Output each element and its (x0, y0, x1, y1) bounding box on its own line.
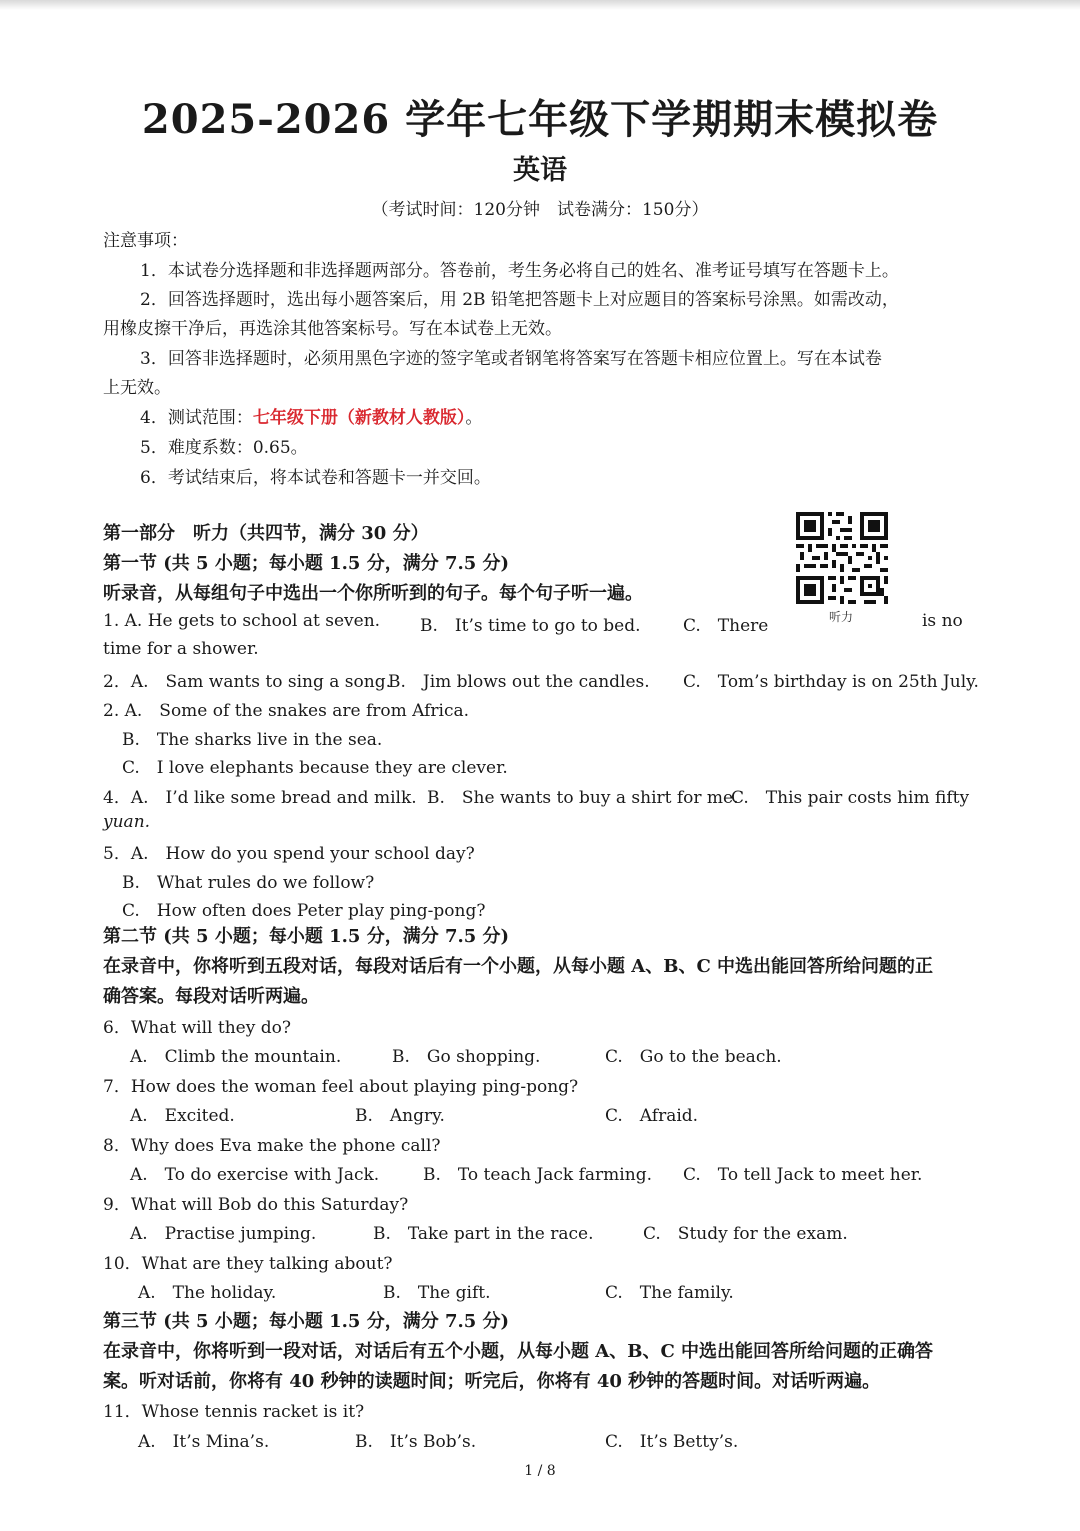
q6-question: 6．What will they do? (103, 1018, 291, 1038)
section2-heading: 第二节 (共 5 小题；每小题 1.5 分，满分 7.5 分) (103, 926, 510, 947)
q7-option-b: B. Angry. (355, 1106, 445, 1126)
q4-option-c: C. This pair costs him fifty (731, 788, 970, 808)
q5-option-c: C. How often does Peter play ping-pong? (122, 901, 486, 921)
q1-option-c: C. There (683, 616, 769, 636)
q9-option-c: C. Study for the exam. (643, 1224, 848, 1244)
top-edge (0, 0, 1080, 10)
q3-option-a: 2. A. Some of the snakes are from Africa. (103, 701, 470, 721)
note-3-line-2: 上无效。 (103, 378, 171, 398)
note-1: 1．本试卷分选择题和非选择题两部分。答卷前，考生务必将自己的姓名、准考证号填写在答题卡上。 (140, 261, 899, 281)
q10-option-c: C. The family. (605, 1283, 734, 1303)
q2-option-c: C. Tom’s birthday is on 25th July. (683, 672, 979, 692)
qr-code-icon[interactable] (796, 512, 888, 604)
q3-option-b: B. The sharks live in the sea. (122, 730, 383, 750)
q11-option-a: A. It’s Mina’s. (138, 1432, 270, 1452)
q9-question: 9．What will Bob do this Saturday? (103, 1195, 409, 1215)
note-3-line-1: 3．回答非选择题时，必须用黑色字迹的签字笔或者钢笔将答案写在答题卡相应位置上。写在本试卷 (140, 349, 882, 369)
q8-question: 8．Why does Eva make the phone call? (103, 1136, 441, 1156)
q10-option-a: A. The holiday. (138, 1283, 277, 1303)
q10-option-b: B. The gift. (383, 1283, 491, 1303)
q8-option-c: C. To tell Jack to meet her. (683, 1165, 923, 1185)
q2-option-a: 2．A. Sam wants to sing a song. (103, 672, 391, 692)
q4-continuation: yuan. (103, 812, 151, 832)
note-4-suffix: 。 (465, 408, 483, 428)
note-4 (140, 403, 482, 428)
section2-instructions-line-1: 在录音中，你将听到五段对话，每段对话后有一个小题，从每小题 A、B、C 中选出能回答所给问题的正 (103, 956, 934, 977)
section1-instructions: 听录音，从每组句子中选出一个你所听到的句子。每个句子听一遍。 (103, 583, 643, 604)
q11-option-c: C. It’s Betty’s. (605, 1432, 739, 1452)
q7-question: 7．How does the woman feel about playing ping-pong? (103, 1077, 579, 1097)
q4-option-b: B. She wants to buy a shirt for me. (427, 788, 739, 808)
q11-option-b: B. It’s Bob’s. (355, 1432, 477, 1452)
q4-option-a: 4．A. I’d like some bread and milk. (103, 788, 417, 808)
q2-option-b: B. Jim blows out the candles. (388, 672, 650, 692)
q8-option-b: B. To teach Jack farming. (423, 1165, 652, 1185)
q7-option-a: A. Excited. (130, 1106, 235, 1126)
q1-option-a: 1. A. He gets to school at seven. (103, 611, 381, 631)
page-title: 2025-2026 学年七年级下学期期末模拟卷 (141, 96, 939, 143)
q6-option-c: C. Go to the beach. (605, 1047, 782, 1067)
q1-option-b: B. It’s time to go to bed. (420, 616, 641, 636)
q10-question: 10．What are they talking about? (103, 1254, 393, 1274)
section3-heading: 第三节 (共 5 小题；每小题 1.5 分，满分 7.5 分) (103, 1311, 510, 1332)
q1-continuation: time for a shower. (103, 639, 259, 659)
q6-option-a: A. Climb the mountain. (130, 1047, 342, 1067)
note-2-line-1: 2．回答选择题时，选出每小题答案后，用 2B 铅笔把答题卡上对应题目的答案标号涂黑。如需改动， (140, 290, 899, 310)
q11-question: 11．Whose tennis racket is it? (103, 1402, 365, 1422)
exam-info: （考试时间：120分钟 试卷满分：150分） (371, 200, 709, 220)
q1-option-c-tail: is no (922, 611, 963, 631)
section3-instructions-line-1: 在录音中，你将听到一段对话，对话后有五个小题，从每小题 A、B、C 中选出能回答所给问题的正确答 (103, 1341, 934, 1362)
page-number: 1 / 8 (524, 1463, 556, 1479)
note-2-line-2: 用橡皮擦干净后，再选涂其他答案标号。写在本试卷上无效。 (103, 319, 562, 339)
notes-heading: 注意事项： (103, 231, 188, 251)
note-6: 6．考试结束后，将本试卷和答题卡一并交回。 (140, 468, 491, 488)
q3-option-c: C. I love elephants because they are clever. (122, 758, 508, 778)
subject-title: 英语 (513, 155, 567, 186)
section1-heading: 第一节 (共 5 小题；每小题 1.5 分，满分 7.5 分) (103, 553, 510, 574)
note-5: 5．难度系数：0.65。 (140, 438, 308, 458)
q8-option-a: A. To do exercise with Jack. (130, 1165, 380, 1185)
q6-option-b: B. Go shopping. (392, 1047, 541, 1067)
section2-instructions-line-2: 确答案。每段对话听两遍。 (103, 986, 319, 1007)
note-4-prefix: 4．测试范围： (140, 408, 253, 428)
section3-instructions-line-2: 案。听对话前，你将有 40 秒钟的读题时间；听完后，你将有 40 秒钟的答题时间。对话听两遍。 (103, 1371, 881, 1392)
q9-option-a: A. Practise jumping. (130, 1224, 317, 1244)
q9-option-b: B. Take part in the race. (373, 1224, 594, 1244)
test-scope: 七年级下册（新教材人教版） (252, 408, 466, 428)
qr-caption: 听力 (829, 610, 854, 624)
q7-option-c: C. Afraid. (605, 1106, 699, 1126)
q5-option-b: B. What rules do we follow? (122, 873, 375, 893)
part1-heading: 第一部分 听力（共四节，满分 30 分） (103, 523, 429, 544)
q5-option-a: 5．A. How do you spend your school day? (103, 844, 475, 864)
